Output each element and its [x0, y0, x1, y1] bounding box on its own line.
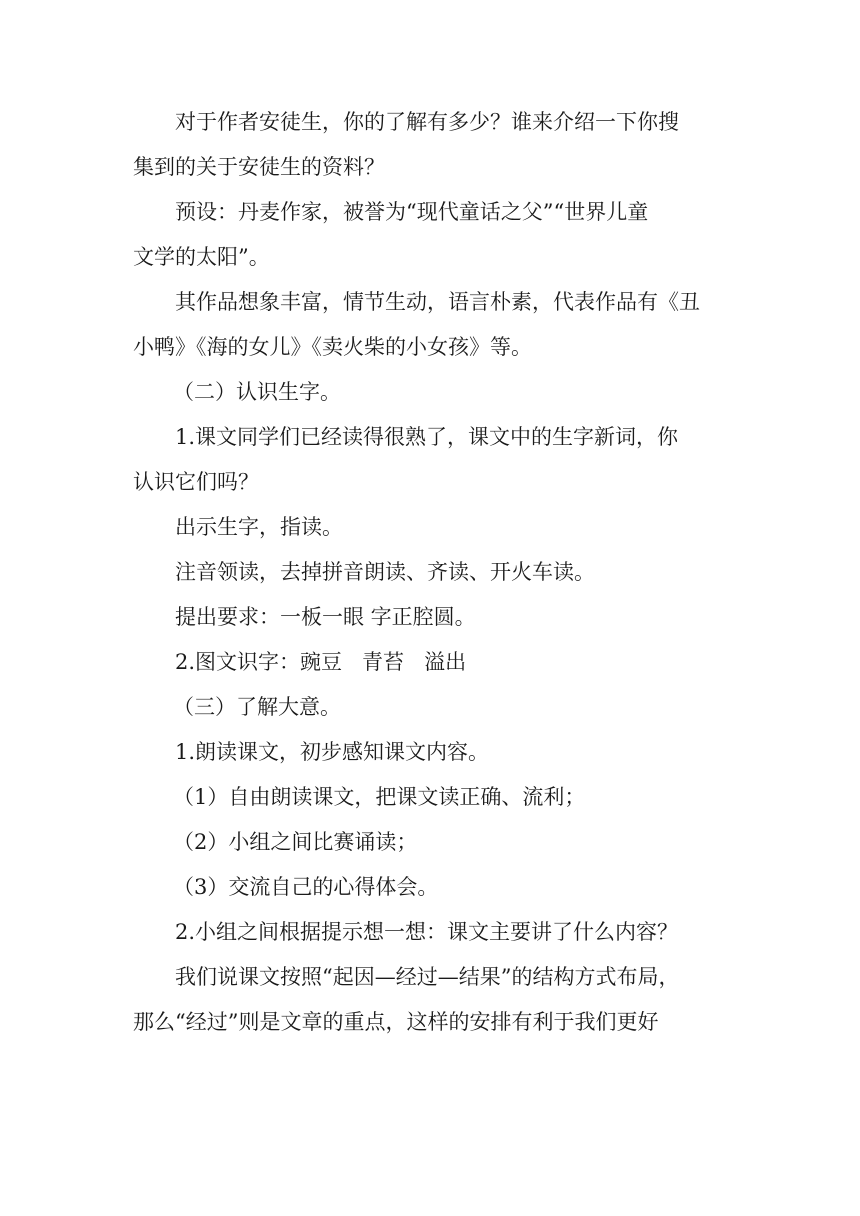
paragraph-line: 集到的关于安徒生的资料？: [133, 155, 385, 179]
list-item: （2）小组之间比赛诵读；: [173, 830, 418, 854]
paragraph-line: 认识它们吗？: [133, 470, 259, 494]
section-heading: （三）了解大意。: [173, 695, 341, 719]
paragraph-line: 1.朗读课文，初步感知课文内容。: [175, 740, 490, 764]
list-item: （1）自由朗读课文，把课文读正确、流利；: [173, 785, 586, 809]
paragraph-line: 2.图文识字：豌豆 青苔 溢出: [175, 650, 467, 674]
paragraph-line: 那么“经过”则是文章的重点，这样的安排有利于我们更好: [133, 1010, 659, 1034]
paragraph-line: 预设：丹麦作家，被誉为“现代童话之父”“世界儿童: [175, 200, 649, 224]
paragraph-line: 其作品想象丰富，情节生动，语言朴素，代表作品有《丑: [175, 290, 700, 314]
paragraph-line: 我们说课文按照“起因—经过—结果”的结构方式布局，: [175, 965, 680, 989]
paragraph-line: 提出要求：一板一眼 字正腔圆。: [175, 605, 476, 629]
paragraph-line: 出示生字，指读。: [175, 515, 343, 539]
document-body: [133, 100, 733, 1045]
list-item: （3）交流自己的心得体会。: [173, 875, 439, 899]
section-heading: （二）认识生字。: [173, 380, 341, 404]
paragraph-line: 1.课文同学们已经读得很熟了，课文中的生字新词，你: [175, 425, 679, 449]
paragraph-line: 注音领读，去掉拼音朗读、齐读、开火车读。: [175, 560, 595, 584]
paragraph-line: 对于作者安徒生，你的了解有多少？谁来介绍一下你搜: [175, 110, 679, 134]
paragraph-line: 2.小组之间根据提示想一想：课文主要讲了什么内容？: [175, 920, 679, 944]
paragraph-line: 文学的太阳”。: [133, 245, 270, 269]
paragraph-line: 小鸭》《海的女儿》《卖火柴的小女孩》等。: [133, 335, 532, 359]
